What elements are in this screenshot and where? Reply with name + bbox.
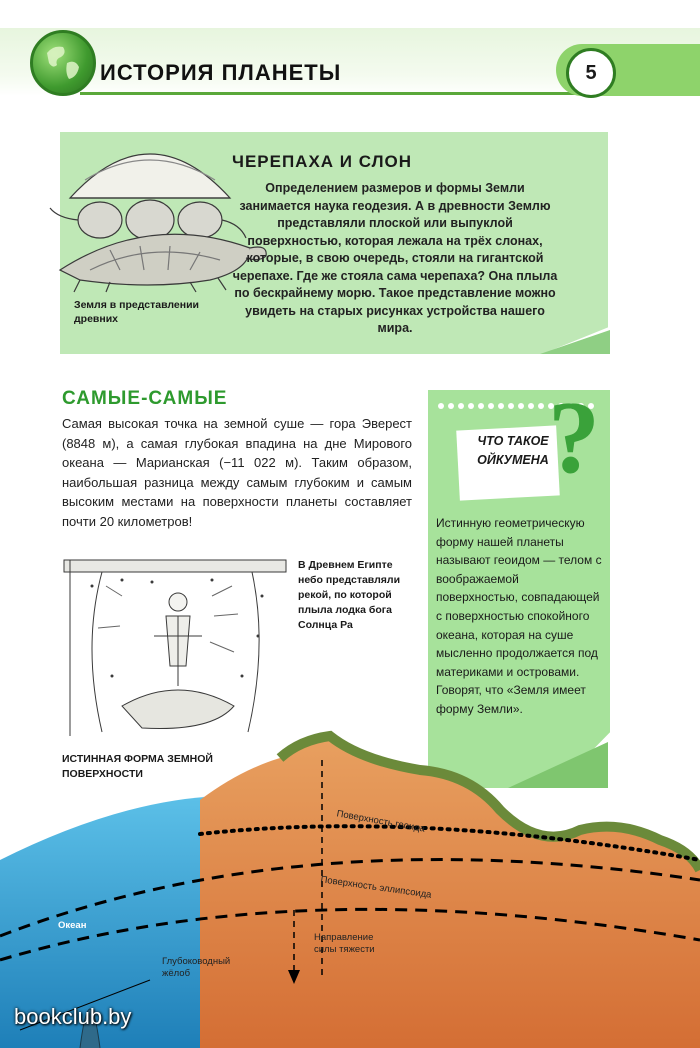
turtle-heading: ЧЕРЕПАХА И СЛОН	[232, 152, 413, 171]
note-body-text: Истинную геометрическую форму нашей планеты называют геоидом — телом с воображаемой поверхностью, совпадающей с поверхностью спокойного океана, которая на суше мысленно продолжается под материками и островами. Говорят, что «Земля имеет форму Земли».	[436, 516, 602, 716]
egypt-caption: В Древнем Египте небо представляли рекой, по которой плыла лодка бога Солнца Ра	[298, 559, 401, 631]
earth-caption: ИСТИННАЯ ФОРМА ЗЕМНОЙ ПОВЕРХНОСТИ	[62, 753, 213, 780]
turtle-body-text: Определением размеров и формы Земли занимается наука геодезия. А в древности Землю представляли плоской или выпуклой поверхностью, которая лежала на трёх слонах, которые, в свою очередь, стояли на гигантской черепахе. Где же стояла сама черепаха? Она плыла по бескрайнему морю. Такое представление можно увидеть на старых рисунках устройства нашего мира.	[232, 181, 558, 335]
question-mark-icon: ?	[548, 380, 600, 495]
page-number: 5	[566, 48, 616, 98]
label-ellipsoid: Поверхность эллипсоида	[319, 874, 433, 901]
label-geoid: Поверхность геоида	[335, 808, 426, 835]
note-label: ЧТО ТАКОЕ ОЙКУМЕНА	[477, 434, 549, 467]
globe-icon	[30, 30, 96, 96]
samye-heading: САМЫЕ-САМЫЕ	[62, 388, 228, 409]
label-gravity: Направление силы тяжести	[314, 932, 375, 955]
label-trench: Глубоководный жёлоб	[162, 956, 231, 979]
egypt-sky-illustration	[62, 556, 288, 742]
watermark: bookclub.by	[14, 1004, 132, 1029]
samye-body-text: Самая высокая точка на земной суше — гора Эверест (8848 м), а самая глубокая впадина на дне Мирового океана — Марианская (−11 022 м). Таким образом, наибольшая разница между самым глубоким и самым высоким местами на поверхности планеты составляет почти 20 километров!	[62, 416, 412, 529]
section-title: ИСТОРИЯ ПЛАНЕТЫ	[100, 60, 342, 85]
label-ocean: Океан	[58, 920, 87, 931]
header-divider	[80, 92, 600, 95]
turtle-caption: Земля в представлении древних	[74, 299, 200, 325]
